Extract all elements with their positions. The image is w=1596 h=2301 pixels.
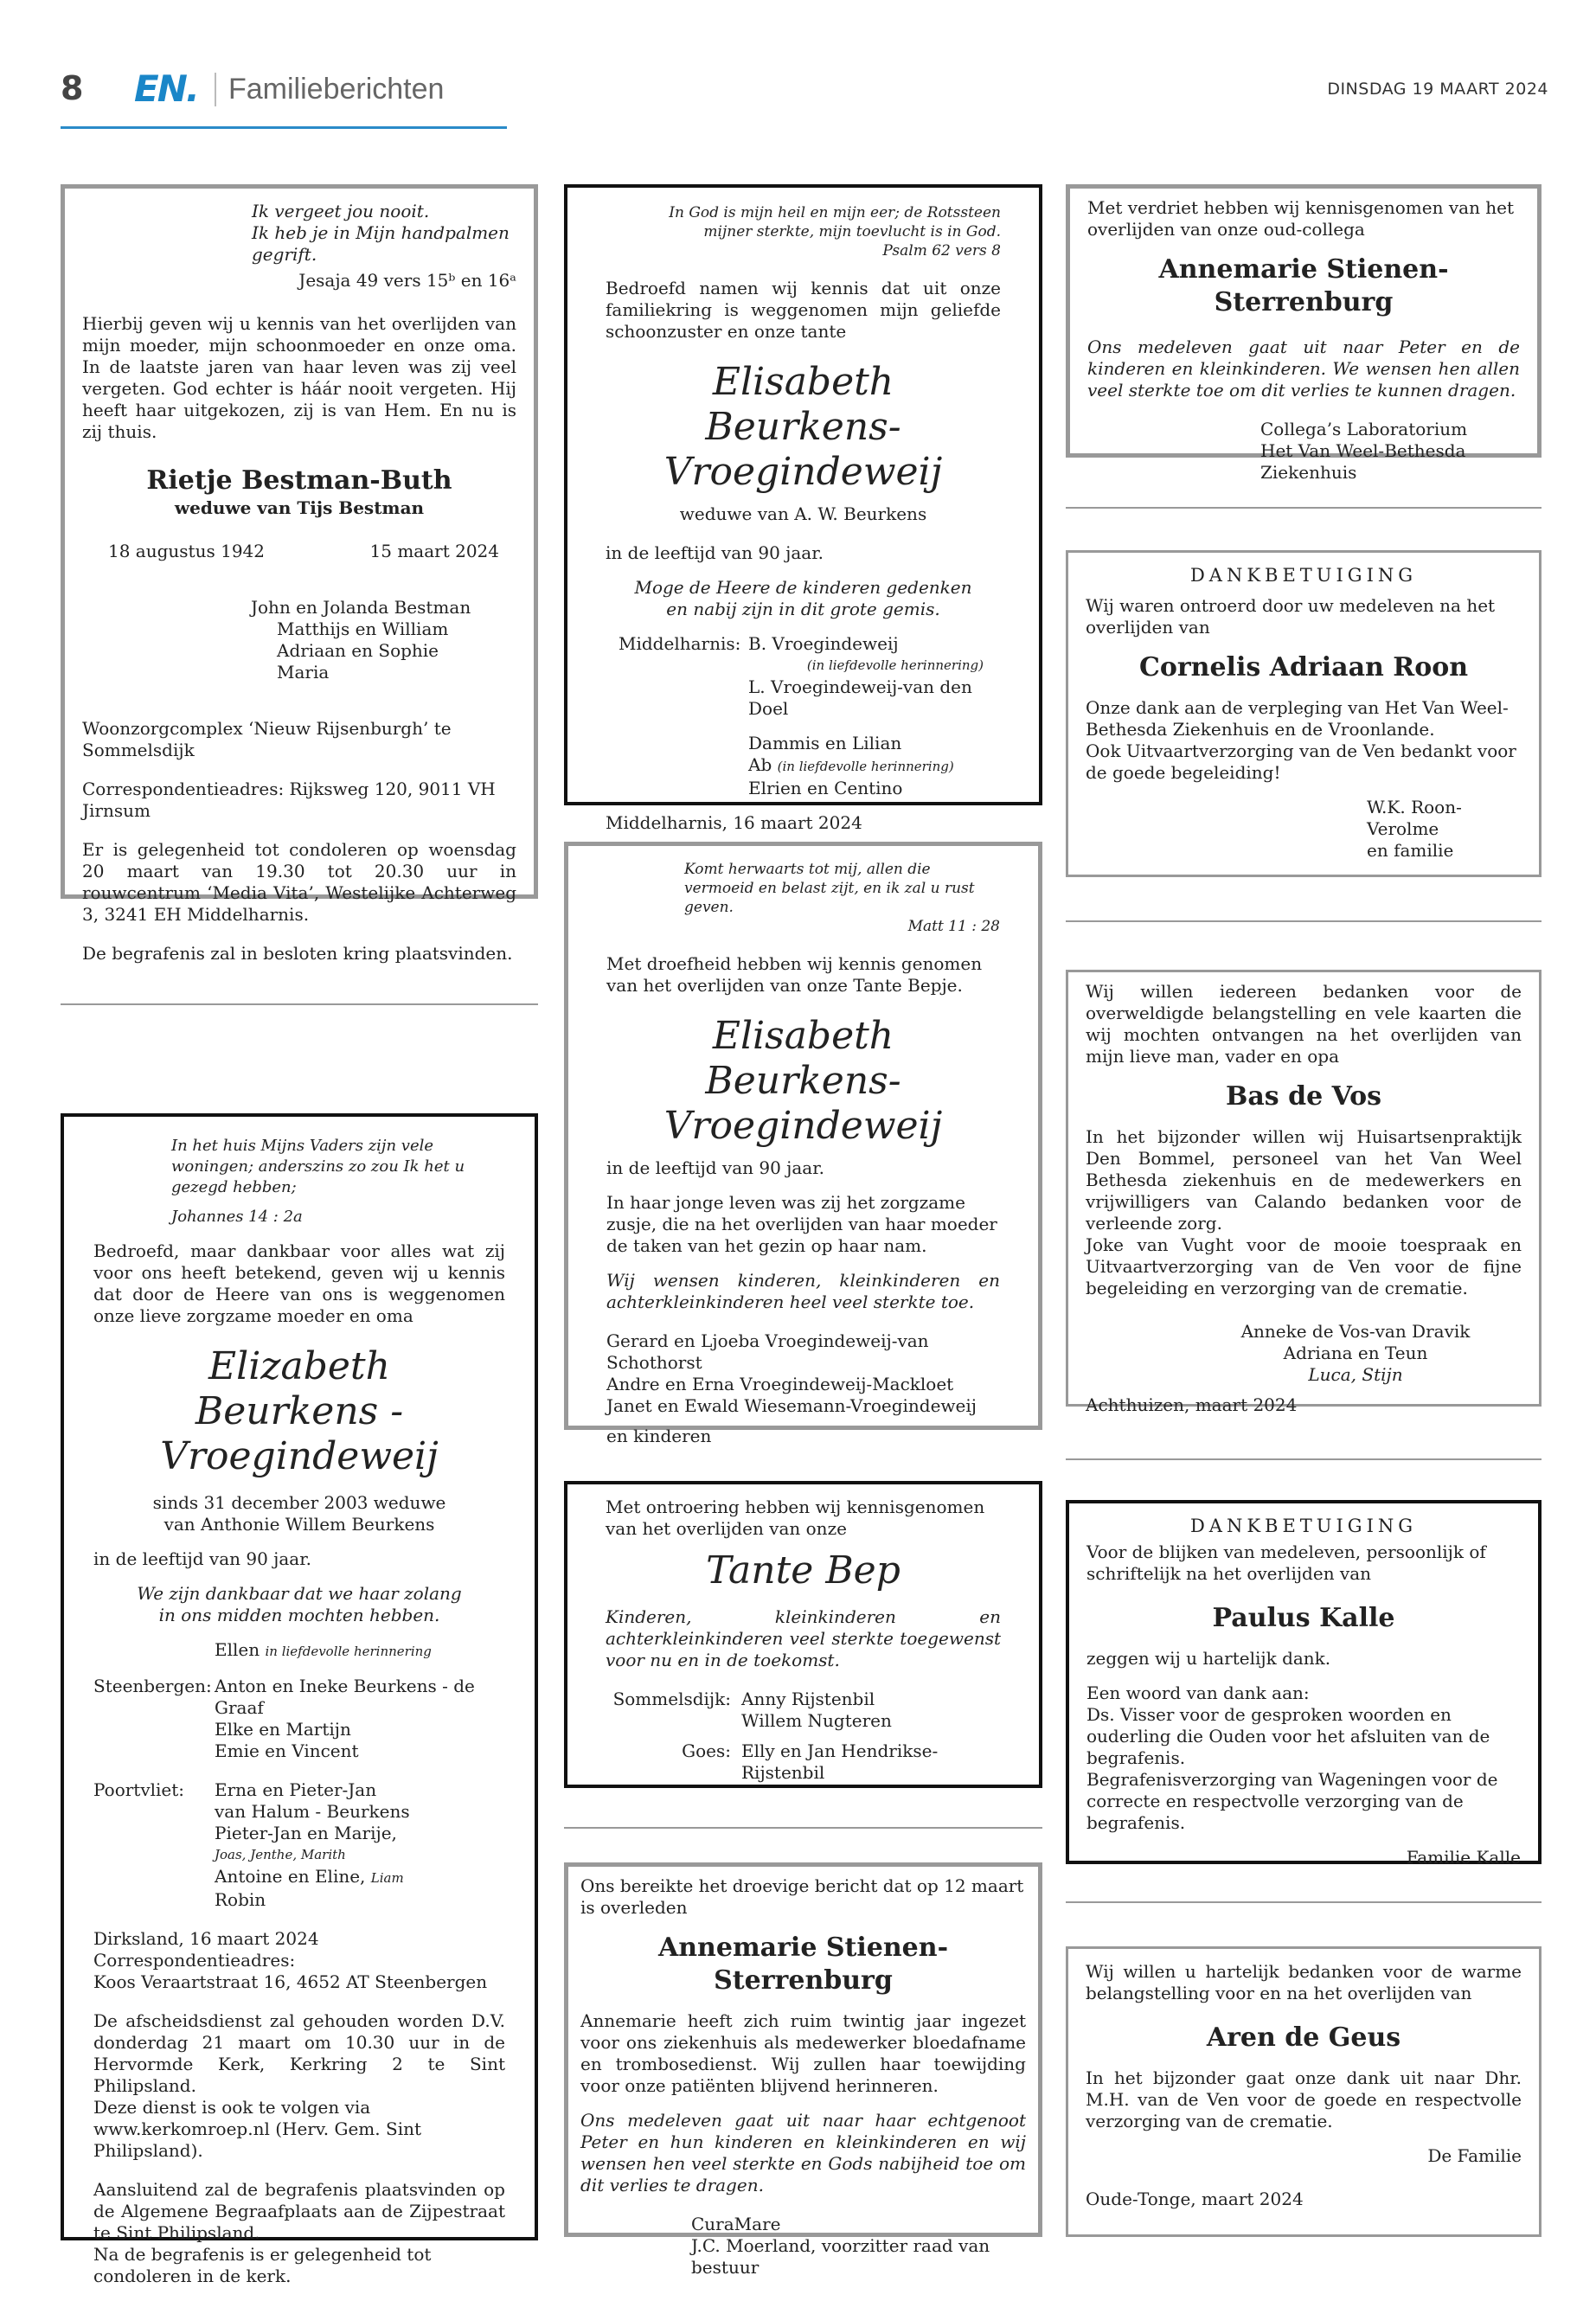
verse-reference: Psalm 62 vers 8	[882, 242, 1001, 260]
ad-de-geus-thanks	[1066, 1946, 1542, 2237]
ad-stienen-colleagues	[1066, 184, 1542, 483]
deceased-name: Annemarie Stienen-Sterrenburg	[1158, 254, 1449, 317]
family-line: Elly en Jan Hendrikse-Rijstenbil	[741, 1740, 939, 1783]
deceased-name-first: Elizabeth	[208, 1344, 390, 1388]
deceased-name: Tante Bep	[706, 1548, 901, 1593]
newspaper-logo: EN.	[134, 67, 198, 110]
family-line: Andre en Erna Vroegindeweij-Mackloet	[606, 1374, 954, 1394]
thanks-text: In het bijzonder willen wij Huisartsenpraktijk Den Bommel, personeel van het Van Weel Bethesda ziekenhuis en de medewerkers en vrijwilligers van Calando bedanken voor de verleende zorg.	[1086, 1126, 1522, 1234]
age-text: in de leeftijd van 90 jaar.	[606, 1157, 824, 1178]
service-text: Deze dienst is ook te volgen via www.kerkomroep.nl (Herv. Gem. Sint Philipsland).	[93, 2097, 422, 2161]
ad-heading: DANKBETUIGING	[1189, 1516, 1418, 1536]
memorial-note: (in liefdevolle herinnering)	[806, 657, 984, 673]
family-line: Anny Rijstenbil	[741, 1689, 875, 1709]
family-line: Emie en Vincent	[215, 1740, 359, 1761]
thanks-text: We zijn dankbaar dat we haar zolang in ons midden mochten hebben.	[137, 1583, 462, 1625]
funeral-text: De begrafenis zal in besloten kring plaatsvinden.	[82, 943, 513, 964]
signature: De Familie	[1427, 2145, 1522, 2166]
family-name: Antoine en Eline,	[215, 1866, 366, 1887]
signature: W.K. Roon-Verolme	[1367, 797, 1462, 839]
ad-roon-thanks	[1066, 550, 1542, 877]
signature: Anneke de Vos-van Dravik	[1240, 1321, 1471, 1342]
thanks-text: Een woord van dank aan:	[1086, 1682, 1310, 1703]
family-line: Robin	[215, 1889, 266, 1910]
subtitle: sinds 31 december 2003 weduwe	[152, 1492, 446, 1513]
family-line: Adriaan en Sophie	[277, 640, 439, 661]
family-name: Ellen	[215, 1639, 260, 1660]
page-header	[61, 62, 1548, 114]
ad-beurkens-middelharnis	[564, 184, 1042, 833]
column-separator	[1066, 507, 1542, 509]
tribute-text: Annemarie heeft zich ruim twintig jaar ingezet voor ons ziekenhuis als medewerker bloedafname en trombosedienst. Wij zullen haar toewijding voor onze patiënten blijvend herinneren.	[580, 2010, 1026, 2096]
grandchild: Liam	[370, 1870, 404, 1886]
death-date: 15 maart 2024	[369, 541, 499, 561]
place-label: Poortvliet:	[93, 1779, 185, 1800]
memorial-note: in liefdevolle herinnering	[265, 1644, 432, 1659]
signature: CuraMare	[691, 2214, 781, 2234]
verse-line: Ik heb je in Mijn handpalmen gegrift.	[252, 222, 510, 265]
intro-text: Ons bereikte het droevige bericht dat op 12 maart is overleden	[580, 1875, 1024, 1918]
intro-text: Wij willen iedereen bedanken voor de overweldigde belangstelling en vele kaarten die wij mochten ontvangen na het overlijden van mijn lieve man, vader en opa	[1086, 981, 1522, 1067]
place-label: Sommelsdijk:	[612, 1689, 731, 1709]
dateline: Middelharnis, 16 maart 2024	[606, 812, 862, 833]
intro-text: Wij willen u hartelijk bedanken voor de warme belangstelling voor en na het overlijden van	[1086, 1961, 1522, 2003]
deceased-name-first: Elisabeth	[712, 1014, 894, 1058]
verse: In het huis Mijns Vaders zijn vele woningen; anderszins zo zou Ik het u gezegd hebben;	[171, 1137, 465, 1196]
family-line: Matthijs en William	[277, 619, 449, 639]
subtitle: van Anthonie Willem Beurkens	[163, 1514, 435, 1535]
service-text: De afscheidsdienst zal gehouden worden D.V. donderdag 21 maart om 10.30 uur in de Hervormde Kerk, Kerkring 2 te Sint Philipsland.	[93, 2010, 505, 2096]
thanks-text: zeggen wij u hartelijk dank.	[1086, 1648, 1331, 1669]
issue-date: DINSDAG 19 MAART 2024	[1327, 80, 1548, 99]
column-separator	[1066, 1901, 1542, 1903]
family-line: Janet en Ewald Wiesemann-Vroegindeweij	[606, 1395, 977, 1416]
condolence-message: Ons medeleven gaat uit naar haar echtgenoot Peter en hun kinderen en kleinkinderen en wij wensen hen veel sterkte en Gods nabijheid toe om dit verlies te dragen.	[580, 2110, 1026, 2195]
place-label: Goes:	[682, 1740, 731, 1761]
ad-beurkens-tante-bepje	[564, 842, 1042, 1446]
verse: Komt herwaarts tot mij, allen die vermoeid en belast zijt, en ik zal u rust geven.	[684, 861, 975, 916]
life-text: In haar jonge leven was zij het zorgzame zusje, die na het overlijden van haar moeder de taken van het gezin op haar nam.	[606, 1192, 997, 1256]
thanks-text: Onze dank aan de verpleging van Het Van Weel-Bethesda Ziekenhuis en de Vroonlande.	[1086, 697, 1509, 740]
subtitle: weduwe van Tijs Bestman	[174, 497, 425, 518]
family-name: Ab	[748, 754, 772, 775]
signature: Collega’s Laboratorium	[1260, 419, 1468, 439]
section-title: Familieberichten	[215, 73, 444, 106]
wish-text: Wij wensen kinderen, kleinkinderen en achterkleinkinderen heel veel sterkte toe.	[606, 1270, 1000, 1312]
verse-reference: Johannes 14 : 2a	[171, 1208, 303, 1226]
intro-text: Voor de blijken van medeleven, persoonlijk of schriftelijk na het overlijden van	[1086, 1541, 1486, 1584]
correspondence-address: Koos Veraartstraat 16, 4652 AT Steenbergen	[93, 1971, 488, 1992]
memorial-note: (in liefdevolle herinnering)	[777, 759, 954, 774]
family-line: Gerard en Ljoeba Vroegindeweij-van Schothorst	[606, 1330, 929, 1373]
age-text: in de leeftijd van 90 jaar.	[93, 1548, 311, 1569]
ad-tante-bep	[564, 1481, 1042, 1788]
intro-text: Wij waren ontroerd door uw medeleven na het overlijden van	[1086, 595, 1496, 638]
family-line: John en Jolanda Bestman	[251, 597, 471, 618]
signature: Adriana en Teun	[1283, 1343, 1428, 1363]
family-line: Anton en Ineke Beurkens - de Graaf	[215, 1676, 475, 1718]
intro-text: Met verdriet hebben wij kennisgenomen van het overlijden van onze oud-collega	[1087, 197, 1515, 240]
deceased-name-last: Beurkens-Vroegindeweij	[663, 1059, 943, 1148]
dateline: Oude-Tonge, maart 2024	[1086, 2189, 1304, 2209]
family-line	[748, 754, 1001, 778]
signature: Luca, Stijn	[1308, 1364, 1403, 1385]
place-label: Steenbergen:	[93, 1676, 212, 1696]
ad-de-vos-thanks	[1066, 970, 1542, 1415]
subtitle: weduwe van A. W. Beurkens	[679, 503, 927, 524]
family-line: Dammis en Lilian	[748, 733, 902, 753]
correspondence-address: Correspondentieadres: Rijksweg 120, 9011 VH Jirnsum	[82, 779, 496, 821]
deceased-name-first: Elisabeth	[712, 360, 894, 404]
family-line: B. Vroegindeweij	[748, 633, 899, 654]
intro-text: Hierbij geven wij u kennis van het overlijden van mijn moeder, mijn schoonmoeder en onze oma. In de laatste jaren van haar leven was zij veel vergeten. God echter is háár nooit vergeten. Hij heeft haar uitgekozen, zij is van Hem. En nu is zij thuis.	[82, 313, 516, 442]
place-label: Middelharnis:	[619, 633, 741, 654]
ad-bestman	[61, 184, 538, 964]
ad-heading: DANKBETUIGING	[1189, 565, 1418, 586]
family-line	[215, 1866, 410, 1889]
dateline: Achthuizen, maart 2024	[1086, 1394, 1298, 1415]
thanks-text: Joke van Vught voor de mooie toespraak en Uitvaartverzorging van de Ven voor de fijne begeleiding en verzorging van de crematie.	[1086, 1234, 1522, 1298]
family-line: Maria	[277, 662, 330, 683]
ad-stienen-curamare	[564, 1862, 1042, 2278]
verse-reference: Jesaja 49 vers 15ᵇ en 16ᵃ	[298, 270, 516, 291]
thanks-text: Ook Uitvaartverzorging van de Ven bedankt voor de goede begeleiding!	[1086, 740, 1516, 783]
closing-text: en kinderen	[606, 1426, 712, 1446]
family-line: L. Vroegindeweij-van den Doel	[748, 676, 972, 719]
column-separator	[564, 1827, 1042, 1829]
grandchildren: Joas, Jenthe, Marith	[215, 1847, 346, 1862]
deceased-name: Rietje Bestman-Buth	[146, 465, 452, 496]
deceased-name: Bas de Vos	[1225, 1081, 1382, 1112]
wish-text: Kinderen, kleinkinderen en achterkleinkinderen veel sterkte toegewenst voor nu en in de toekomst.	[606, 1606, 1001, 1670]
deceased-name: Annemarie Stienen-Sterrenburg	[657, 1932, 949, 1996]
burial-text: Aansluitend zal de begrafenis plaatsvinden op de Algemene Begraafplaats aan de Zijpestraat te Sint Philipsland.	[93, 2179, 505, 2243]
birth-date: 18 augustus 1942	[108, 541, 265, 561]
family-line: Pieter-Jan en Marije,	[215, 1823, 397, 1843]
age-text: in de leeftijd van 90 jaar.	[606, 542, 824, 563]
deceased-name: Paulus Kalle	[1212, 1603, 1395, 1633]
deceased-name-last: Beurkens - Vroegindeweij	[160, 1389, 439, 1478]
thanks-text: In het bijzonder gaat onze dank uit naar Dhr. M.H. van de Ven voor de goede en respectvolle verzorging van de crematie.	[1086, 2067, 1522, 2131]
signature: J.C. Moerland, voorzitter raad van bestuur	[691, 2235, 990, 2278]
intro-text: Bedroefd namen wij kennis dat uit onze familiekring is weggenomen mijn geliefde schoonzuster en onze tante	[606, 278, 1001, 342]
deceased-name: Aren de Geus	[1206, 2022, 1401, 2053]
verse: In God is mijn heil en mijn eer; de Rotssteen mijner sterkte, mijn toevlucht is in God.	[669, 204, 1001, 240]
family-line: Erna en Pieter-Jan	[215, 1779, 377, 1800]
family-line: Elke en Martijn	[215, 1719, 351, 1740]
deceased-name-last: Beurkens-Vroegindeweij	[663, 405, 943, 494]
ad-kalle-thanks	[1066, 1500, 1542, 1868]
dateline: Dirksland, 16 maart 2024	[93, 1928, 319, 1949]
family-line: van Halum - Beurkens	[215, 1801, 410, 1822]
condolence-text: Er is gelegenheid tot condoleren op woensdag 20 maart van 19.30 tot 20.30 uur in rouwcentrum ‘Media Vita’, Westelijke Achterweg 3, 3241 EH Middelharnis.	[82, 839, 516, 925]
verse-reference: Matt 11 : 28	[907, 918, 1000, 935]
column-separator	[1066, 1458, 1542, 1460]
family-line: Elrien en Centino	[748, 778, 903, 798]
condolence-message: Ons medeleven gaat uit naar Peter en de kinderen en kleinkinderen. We wensen hen allen veel sterkte toe om dit verlies te kunnen dragen.	[1087, 336, 1520, 401]
verse-line: Ik vergeet jou nooit.	[252, 201, 430, 221]
verse2: Moge de Heere de kinderen gedenken en nabij zijn in dit grote gemis.	[634, 577, 972, 619]
column-separator	[61, 1003, 538, 1005]
address-label: Correspondentieadres:	[93, 1950, 296, 1971]
signature: Familie Kalle	[1406, 1847, 1521, 1868]
ad-beurkens-family	[61, 1113, 538, 2286]
intro-text: Met ontroering hebben wij kennisgenomen van het overlijden van onze	[606, 1497, 985, 1539]
family-line: Willem Nugteren	[741, 1710, 892, 1731]
intro-text: Bedroefd, maar dankbaar voor alles wat zij voor ons heeft betekend, geven wij u kennis dat door de Heere van ons is weggenomen onze lieve zorgzame moeder en oma	[93, 1240, 505, 1326]
place-text: Woonzorgcomplex ‘Nieuw Rijsenburgh’ te Sommelsdijk	[82, 718, 452, 760]
column-separator	[1066, 920, 1542, 922]
page-number: 8	[61, 69, 84, 107]
signature: Het Van Weel-Bethesda Ziekenhuis	[1260, 440, 1466, 483]
intro-text: Met droefheid hebben wij kennis genomen van het overlijden van onze Tante Bepje.	[606, 953, 983, 996]
thanks-text: Begrafenisverzorging van Wageningen voor de correcte en respectvolle verzorging van de begrafenis.	[1086, 1769, 1498, 1833]
burial-text: Na de begrafenis is er gelegenheid tot condoleren in de kerk.	[93, 2244, 432, 2286]
thanks-text: Ds. Visser voor de gesproken woorden en ouderling die Ouden voor het afsluiten van de begrafenis.	[1086, 1704, 1490, 1768]
signature: en familie	[1367, 840, 1454, 861]
deceased-name: Cornelis Adriaan Roon	[1138, 652, 1469, 683]
header-rule	[61, 126, 507, 129]
